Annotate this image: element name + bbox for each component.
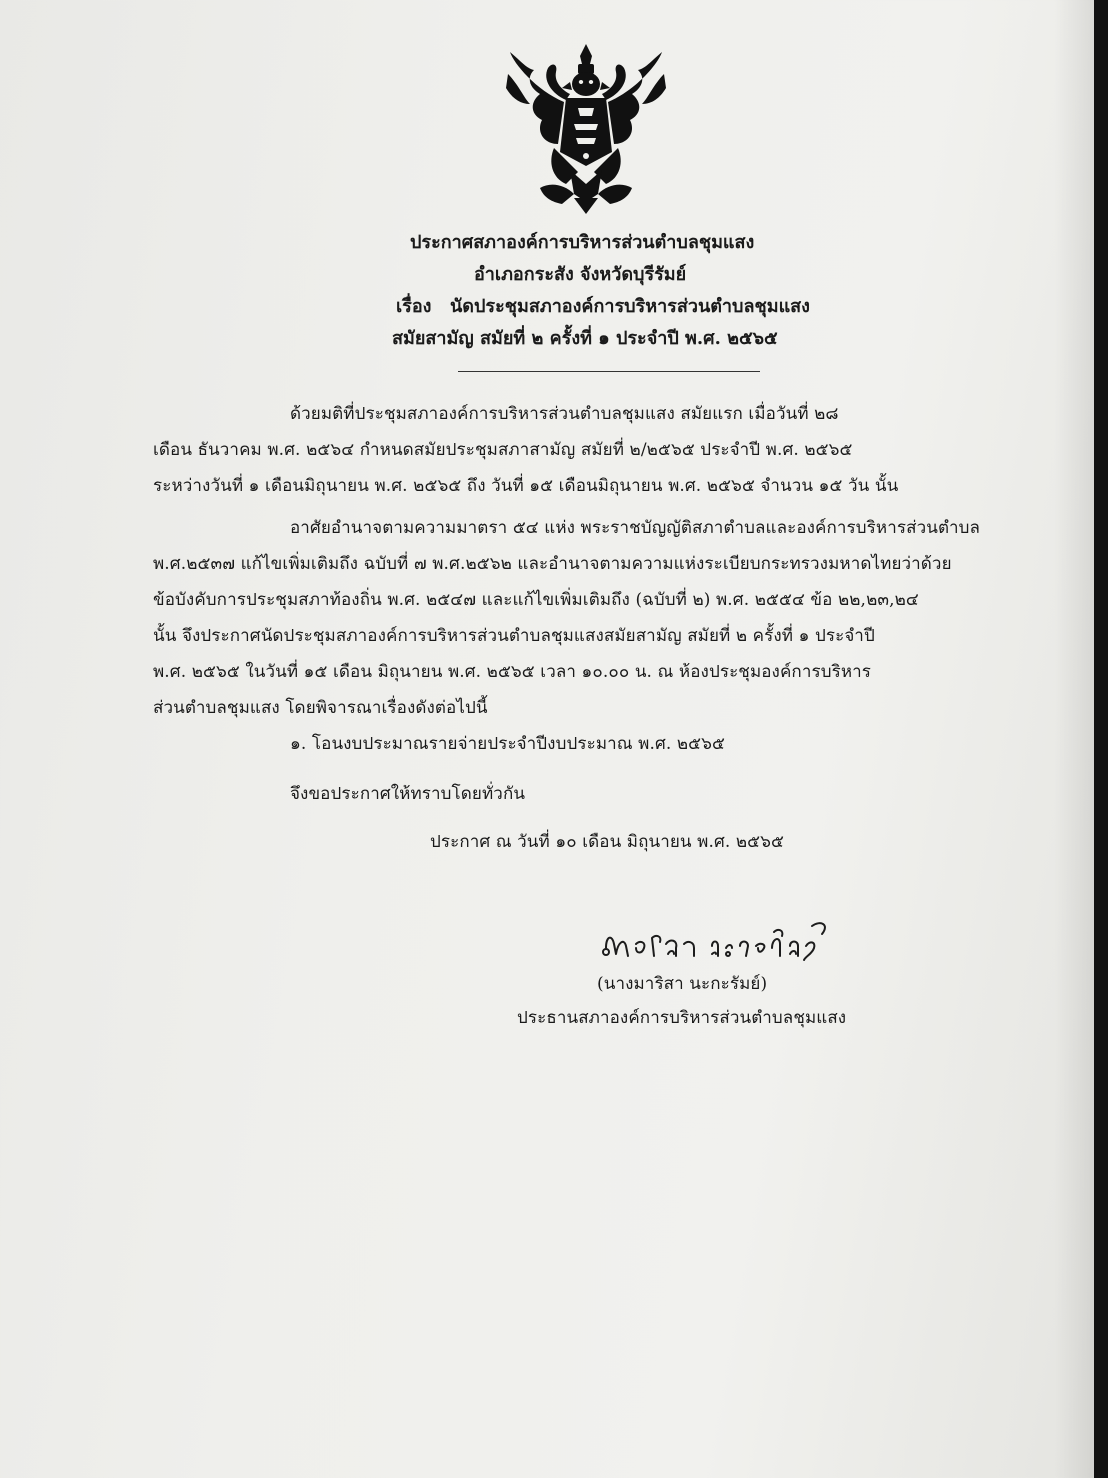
signatory-name: (นางมาริสา นะกะรัมย์): [597, 974, 768, 994]
para2-line: นั้น จึงประกาศนัดประชุมสภาองค์การบริหารส่วนตำบลชุมแสงสมัยสามัญ สมัยที่ ๒ ครั้งที่ ๑ ประจำปี: [153, 626, 875, 646]
subject-line: [396, 290, 1036, 323]
page-shadow: [1054, 0, 1094, 1478]
para2-line: ข้อบังคับการประชุมสภาท้องถิ่น พ.ศ. ๒๕๔๗ และแก้ไขเพิ่มเติมถึง (ฉบับที่ ๒) พ.ศ. ๒๕๕๔ ข้อ ๒๒,๒๓,๒๔: [153, 590, 919, 610]
header-divider: [458, 371, 760, 372]
para2-line: อาศัยอำนาจตามความมาตรา ๕๔ แห่ง พระราชบัญญัติสภาตำบลและองค์การบริหารส่วนตำบล: [290, 518, 981, 538]
para1-line: ระหว่างวันที่ ๑ เดือนมิถุนายน พ.ศ. ๒๕๖๕ ถึง วันที่ ๑๕ เดือนมิถุนายน พ.ศ. ๒๕๖๕ จำนวน ๑๕ วัน นั้น: [153, 476, 899, 496]
para1-line: เดือน ธันวาคม พ.ศ. ๒๕๖๔ กำหนดสมัยประชุมสภาสามัญ สมัยที่ ๒/๒๕๖๕ ประจำปี พ.ศ. ๒๕๖๕: [153, 440, 853, 460]
agenda-item: ๑. โอนงบประมาณรายจ่ายประจำปีงบประมาณ พ.ศ. ๒๕๖๕: [290, 734, 725, 754]
garuda-emblem-icon: [500, 44, 672, 214]
district-province: อำเภอกระสัง จังหวัดบุรีรัมย์: [474, 264, 687, 285]
announcement-title: ประกาศสภาองค์การบริหารส่วนตำบลชุมแสง: [410, 232, 755, 253]
closing-statement: จึงขอประกาศให้ทราบโดยทั่วกัน: [290, 784, 526, 804]
announcement-date: ประกาศ ณ วันที่ ๑๐ เดือน มิถุนายน พ.ศ. ๒๕๖๕: [430, 832, 784, 852]
signatory-position: ประธานสภาองค์การบริหารส่วนตำบลชุมแสง: [517, 1008, 847, 1028]
background-edge: [1094, 0, 1108, 1478]
subject-text: นัดประชุมสภาองค์การบริหารส่วนตำบลชุมแสง: [450, 296, 810, 317]
para2-line: ส่วนตำบลชุมแสง โดยพิจารณาเรื่องดังต่อไปนี้: [153, 698, 488, 718]
para2-line: พ.ศ. ๒๕๖๕ ในวันที่ ๑๕ เดือน มิถุนายน พ.ศ. ๒๕๖๕ เวลา ๑๐.๐๐ น. ณ ห้องประชุมองค์การบริหาร: [153, 662, 872, 682]
session-info: สมัยสามัญ สมัยที่ ๒ ครั้งที่ ๑ ประจำปี พ.ศ. ๒๕๖๕: [392, 328, 778, 349]
para2-line: พ.ศ.๒๕๓๗ แก้ไขเพิ่มเติมถึง ฉบับที่ ๗ พ.ศ.๒๕๖๒ และอำนาจตามความแห่งระเบียบกระทรวงมหาดไทยว่าด้วย: [153, 554, 952, 574]
para1-line: ด้วยมติที่ประชุมสภาองค์การบริหารส่วนตำบลชุมแสง สมัยแรก เมื่อวันที่ ๒๘: [290, 404, 839, 424]
subject-label: เรื่อง: [396, 296, 432, 317]
handwritten-signature: [600, 914, 840, 968]
